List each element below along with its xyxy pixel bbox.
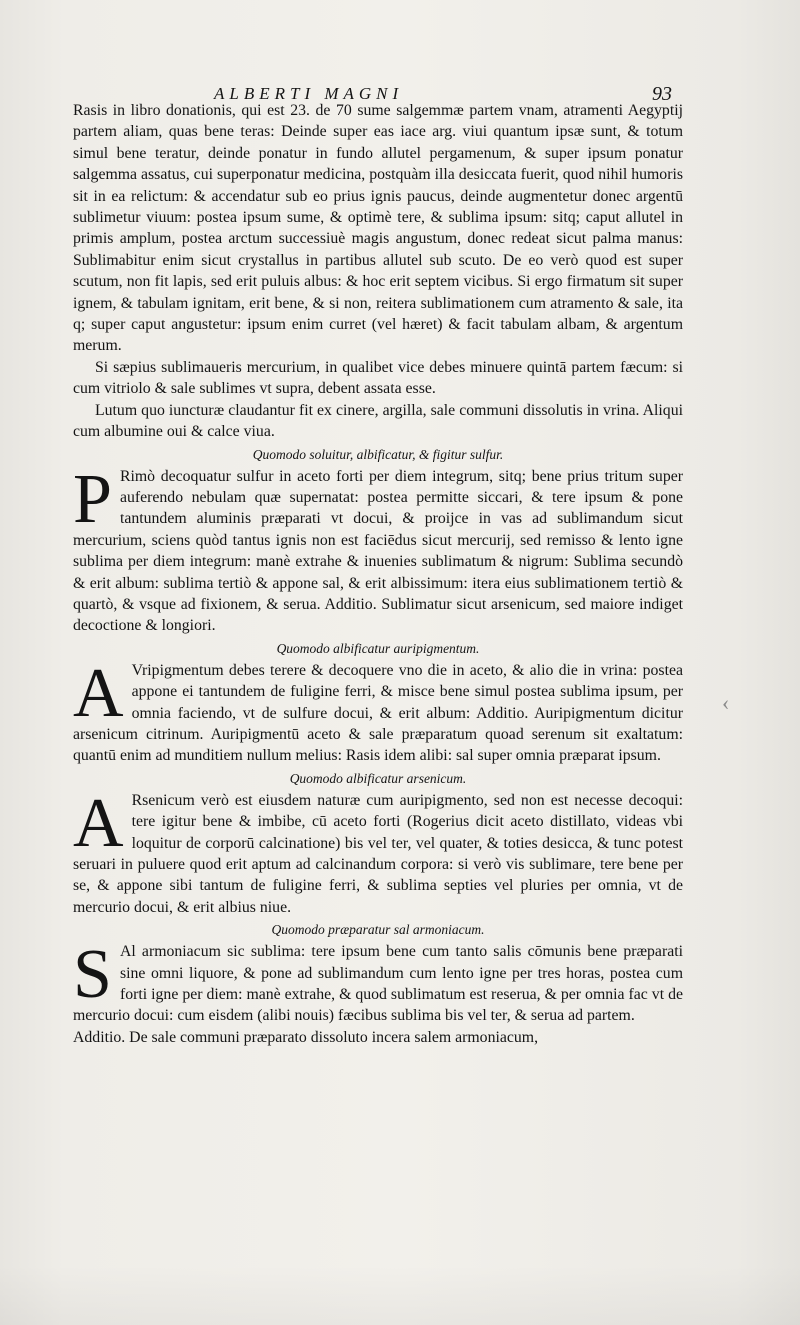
body-text	[73, 100, 683, 1048]
paragraph-lutum: Lutum quo iuncturæ claudantur fit ex cinere, argilla, sale communi dissolutis in vrina. Aliqui cum albumine oui & calce viua.	[73, 401, 683, 441]
section-heading-sulfur: Quomodo soluitur, albificatur, & figitur sulfur.	[252, 446, 504, 462]
paragraph-sal-armoniacum: Al armoniacum sic sublima: tere ipsum bene cum tanto salis cōmunis bene præparati sine omni liquore, & pone ad sublimandum cum lento igne per tres horas, postea cum forti igne per diem: manè extrahe, & quod sublimatum est reserua, & per omnia fac vt de mercurio docui: cum eisdem (alibi nouis) fæcibus sublima bis vel ter, & serua ad partem.	[73, 943, 683, 1025]
section-arsenicum	[73, 784, 683, 918]
drop-cap: P	[73, 460, 112, 538]
section-sal-armoniacum	[73, 936, 683, 1027]
drop-cap: S	[73, 936, 112, 1014]
page-number: 93	[652, 83, 672, 105]
paragraph-arsenicum: Rsenicum verò est eiusdem naturæ cum auripigmento, sed non est necesse decoqui: tere igitur bene & imbibe, cū aceto forti (Rogerius dicit aceto distillato, videas vbi loquitur de corporū calcinatione) bis vel ter, vel quater, & toties desicca, & tunc potest seruari in puluere quod erit aptum ad calcinandum corpora: si verò vis sublimare, tere bene per se, & appone sibi tantum de fuligine ferri, & sublima septies vel pluries per omnia, vt de mercurio docui, & erit albius niue.	[73, 791, 683, 916]
section-heading-sal-armoniacum: Quomodo præparatur sal armoniacum.	[271, 922, 485, 938]
drop-cap: A	[73, 784, 124, 862]
paragraph-auripigmentum: Vripigmentum debes terere & decoquere vno die in aceto, & alio die in vrina: postea appone ei tantundem de fuligine ferri, & misce bene simul postea sublima ipsum, per omnia faciendo, vt de sulfure docui, & erit album: Additio. Auripigmentum dicitur arsenicum citrinum. Auripigmentū aceto & sale præparatum quoad serenum sit exaltatum: quantū enim ad munditiem nullum melius: Rasis idem alibi: sal super omnia præparat ipsum.	[73, 661, 683, 765]
section-heading-arsenicum: Quomodo albificatur arsenicum.	[289, 770, 467, 786]
section-sulfur	[73, 460, 683, 637]
running-title: ALBERTI MAGNI	[214, 84, 404, 103]
paragraph-mercurium: Si sæpius sublimaueris mercurium, in qualibet vice debes minuere quintā partem fæcum: si cum vitriolo & sale sublimes vt supra, debent assata esse.	[73, 358, 683, 398]
drop-cap: A	[73, 654, 124, 732]
paragraph-rasis: Rasis in libro donationis, qui est 23. de 70 sume salgemmæ partem vnam, atramenti Aegyptij partem aliam, quas bene teras: Deinde super eas iace arg. viui quantum ipsæ sunt, & totum simul bene teratur, deinde ponatur in fundo allutel pergamenum, & super ipsum ponatur salgemma assatus, cui superponatur medicina, postquàm illa desiccata fuerit, quod nihil humoris sit in ea relictum: & accendatur sub eo prius ignis paucus, deinde augmentetur donec argentū sublimetur viuum: postea ipsum sume, & optimè tere, & sublima ipsum: sitq; caput allutel in primis amplum, postea arctum successiuè magis angustum, donec redeat sicut palma manus: Sublimabitur enim sicut crystallus in partibus allutel sub scuto. De eo verò quod est super scutum, non fit lapis, sed erit puluis albus: & hoc erit septem vicibus. Si ergo firmatum sit super ignem, & tabulam ignitam, erit bene, & si non, reitera sublimationem cum atramento & sale, ita q; super caput angustetur: ipsum enim curret (vel hæret) & facit tabulam albam, & argentum merum.	[73, 102, 683, 355]
page-shadow	[0, 1265, 800, 1325]
paragraph-additio: Additio. De sale communi præparato dissoluto incera salem armoniacum,	[73, 1028, 539, 1046]
paragraph-sulfur: Rimò decoquatur sulfur in aceto forti per diem integrum, sitq; bene prius tritum super auferendo nebulam quæ supernatat: postea permitte siccari, & tere ipsum & pone tantundem aluminis præparati vt docui, & proijce in vas ad sublimandum sicut mercurium, sciens quòd tantus ignis non est faciēdus sicut mercurij, sed remisso & lento igne sublima per diem integrum: manè extrahe & inuenies sublimatum & nigrum: Sublima secundò & erit album: sublima tertiò & appone sal, & erit albissimum: itera eius sublimationem tertiò & quartò, & vsque ad fixionem, & serua. Additio. Sublimatur sicut arsenicum, sed maiore indiget decoctione & longiori.	[73, 467, 683, 635]
section-heading-auripigmentum: Quomodo albificatur auripigmentum.	[276, 640, 480, 656]
margin-stain-mark: ‹	[722, 690, 730, 715]
section-auripigmentum	[73, 654, 683, 767]
